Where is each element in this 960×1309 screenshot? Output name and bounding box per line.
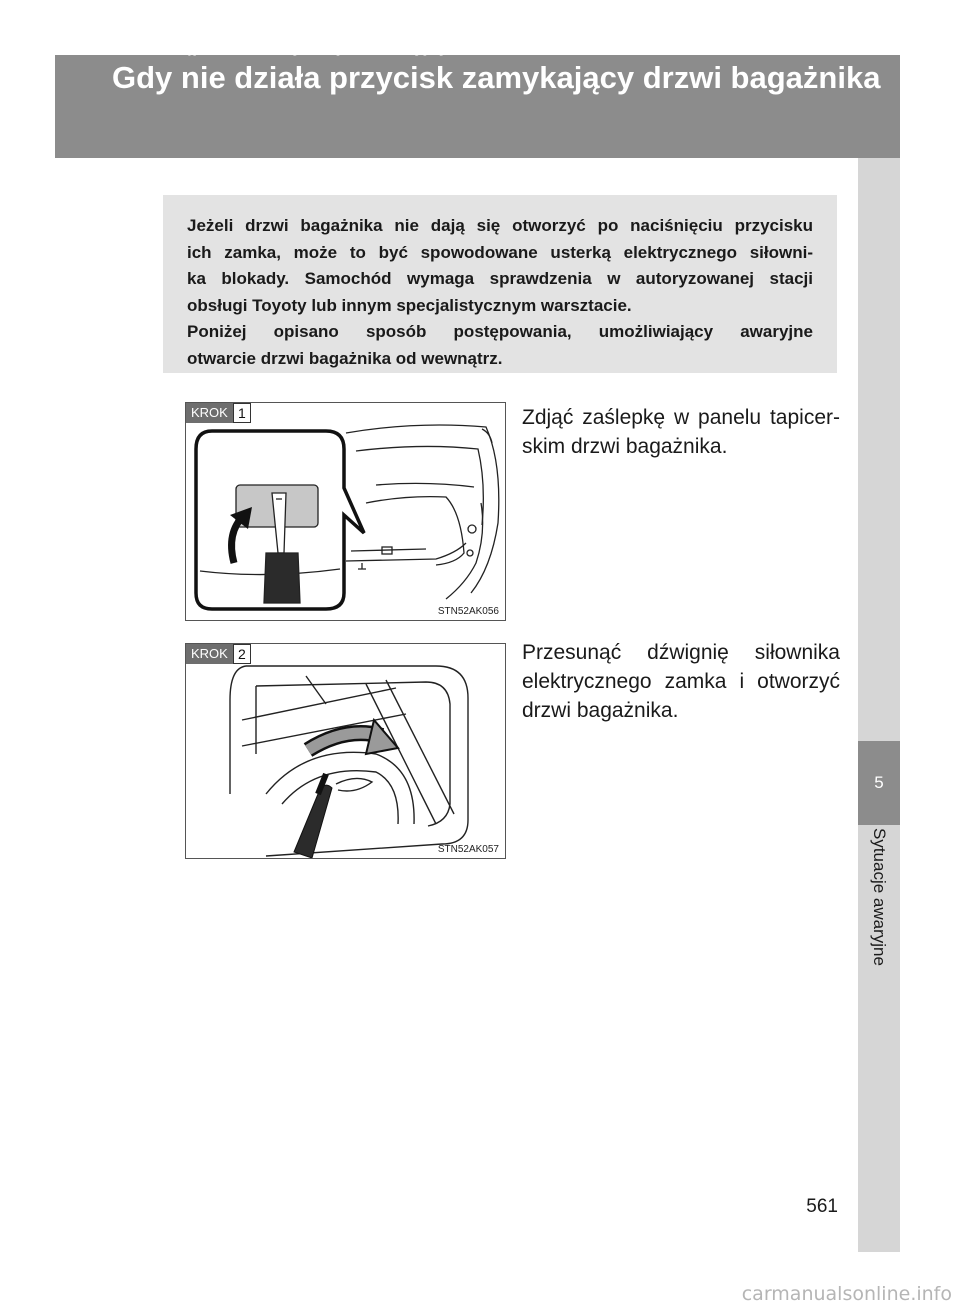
step-label: KROK bbox=[186, 644, 233, 664]
notice-line: Jeżeli drzwi bagażnika nie dają się otworzyć po naciśnięciu przycisku bbox=[187, 216, 813, 235]
instruction-line: Przesunąć dźwignię siłownika bbox=[522, 641, 840, 664]
step-number: 1 bbox=[233, 403, 251, 423]
step-1-illustration bbox=[185, 402, 506, 621]
instruction-line: Zdjąć zaślepkę w panelu tapicer- bbox=[522, 406, 840, 429]
notice-line: obsługi Toyoty lub innym specjalistycznym warsztacie. bbox=[187, 295, 632, 315]
chapter-title-text: Sytuacje awaryjne bbox=[870, 828, 889, 966]
chapter-number: 5 bbox=[874, 773, 884, 792]
watermark: carmanualsonline.info bbox=[741, 1283, 952, 1305]
page-number: 561 bbox=[806, 1196, 838, 1217]
notice-box bbox=[163, 195, 837, 373]
chapter-sidebar bbox=[858, 158, 900, 1252]
chapter-title bbox=[858, 828, 900, 998]
lock-actuator-lever-drawing bbox=[186, 644, 505, 858]
figure-code: STN52AK056 bbox=[437, 606, 499, 617]
tailgate-trim-panel-drawing bbox=[186, 403, 505, 620]
page-title: Gdy nie działa przycisk zamykający drzwi bagażnika bbox=[112, 60, 881, 95]
notice-line: Poniżej opisano sposób postępowania, umożliwiający awaryjne bbox=[187, 322, 813, 341]
instruction-line: drzwi bagażnika. bbox=[522, 699, 679, 722]
step-1-badge bbox=[186, 403, 251, 423]
notice-line: ka blokady. Samochód wymaga sprawdzenia w autoryzowanej stacji bbox=[187, 269, 813, 288]
notice-line: otwarcie drzwi bagażnika od wewnątrz. bbox=[187, 348, 503, 368]
step-number: 2 bbox=[233, 644, 251, 664]
step-2-instruction bbox=[522, 638, 840, 725]
chapter-tab[interactable] bbox=[858, 741, 900, 825]
instruction-line: elektrycznego zamka i otworzyć bbox=[522, 670, 840, 693]
step-label: KROK bbox=[186, 403, 233, 423]
step-1-instruction bbox=[522, 403, 840, 461]
notice-line: ich zamka, może to być spowodowane usterką elektrycznego siłowni- bbox=[187, 242, 813, 262]
step-2-badge bbox=[186, 644, 251, 664]
step-2-illustration bbox=[185, 643, 506, 859]
figure-code: STN52AK057 bbox=[437, 844, 499, 855]
instruction-line: skim drzwi bagażnika. bbox=[522, 435, 728, 458]
section-label: 5-2. Postępowanie w sytuacjach awaryjnych bbox=[112, 37, 469, 56]
